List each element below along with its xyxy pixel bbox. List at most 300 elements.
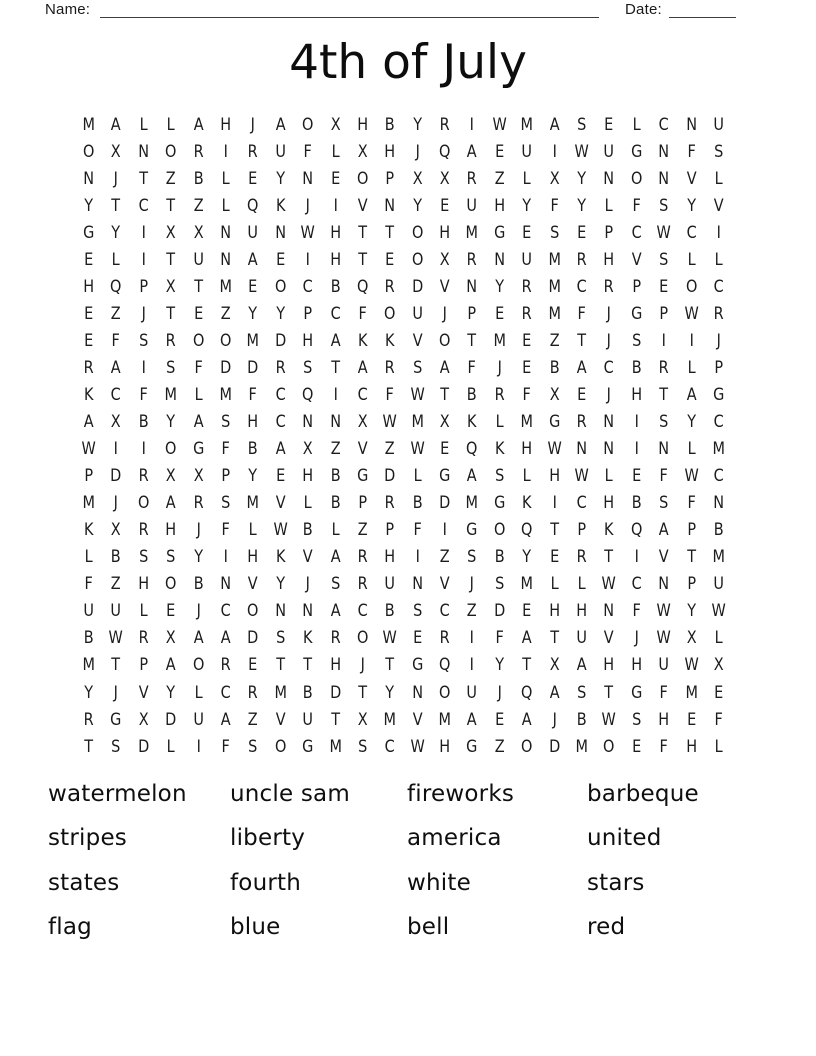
grid-letter: G — [83, 222, 95, 243]
grid-letter: H — [329, 249, 341, 270]
grid-letter: H — [165, 520, 177, 541]
grid-letter: T — [577, 330, 587, 351]
grid-letter: W — [601, 574, 617, 595]
grid-letter: S — [659, 195, 669, 216]
grid-letter: T — [385, 655, 395, 676]
grid-letter: J — [552, 709, 557, 730]
grid-letter: T — [358, 222, 368, 243]
grid-letter: D — [220, 357, 232, 378]
grid-letter: M — [520, 114, 534, 135]
grid-letter: S — [659, 249, 669, 270]
grid-letter: M — [465, 222, 479, 243]
grid-letter: E — [631, 466, 642, 487]
grid-letter: I — [223, 141, 228, 162]
grid-letter: B — [83, 628, 94, 649]
grid-letter: S — [275, 628, 286, 649]
grid-letter: H — [439, 736, 451, 757]
grid-letter: E — [84, 303, 94, 324]
grid-letter: H — [548, 466, 560, 487]
grid-letter: Y — [276, 574, 285, 595]
grid-letter: D — [274, 330, 286, 351]
grid-letter: L — [714, 628, 723, 649]
grid-letter: N — [603, 439, 615, 460]
grid-letter: Y — [84, 195, 94, 216]
grid-letter: L — [166, 114, 175, 135]
grid-letter: Q — [302, 384, 314, 405]
grid-letter: T — [111, 195, 121, 216]
grid-letter: A — [576, 357, 587, 378]
grid-letter: R — [357, 547, 368, 568]
grid-letter: E — [686, 709, 696, 730]
grid-letter: F — [714, 709, 723, 730]
grid-letter: Q — [110, 276, 122, 297]
grid-letter: T — [659, 384, 669, 405]
grid-letter: K — [83, 520, 94, 541]
grid-letter: J — [606, 384, 612, 405]
grid-letter: Q — [356, 276, 369, 297]
grid-letter: O — [274, 736, 287, 757]
grid-letter: I — [223, 547, 228, 568]
grid-letter: T — [549, 520, 559, 541]
grid-letter: Y — [385, 682, 395, 703]
grid-letter: V — [631, 249, 642, 270]
grid-letter: X — [357, 709, 368, 730]
grid-letter: J — [196, 520, 201, 541]
grid-letter: N — [603, 412, 615, 433]
grid-letter: J — [606, 303, 612, 324]
grid-letter: J — [113, 493, 119, 514]
grid-letter: D — [411, 276, 423, 297]
grid-letter: B — [302, 682, 313, 703]
grid-letter: T — [166, 195, 176, 216]
grid-letter: W — [410, 384, 425, 405]
grid-letter: O — [493, 520, 506, 541]
grid-letter: C — [330, 303, 341, 324]
grid-letter: J — [415, 141, 420, 162]
grid-letter: H — [384, 141, 396, 162]
grid-letter: P — [577, 520, 587, 541]
grid-letter: R — [138, 466, 149, 487]
grid-letter: M — [246, 330, 260, 351]
grid-letter: T — [467, 330, 477, 351]
grid-letter: Y — [248, 303, 258, 324]
grid-letter: V — [357, 195, 368, 216]
grid-letter: L — [687, 357, 696, 378]
word-list-item: america — [407, 825, 502, 852]
grid-letter: U — [658, 655, 670, 676]
grid-letter: Y — [111, 222, 121, 243]
grid-letter: N — [658, 574, 670, 595]
grid-letter: X — [549, 655, 560, 676]
grid-letter: J — [305, 574, 310, 595]
grid-letter: P — [714, 357, 724, 378]
word-list-item: flag — [48, 914, 92, 941]
grid-letter: I — [470, 114, 475, 135]
grid-letter: G — [439, 466, 451, 487]
grid-letter: F — [221, 439, 230, 460]
grid-letter: R — [439, 628, 450, 649]
grid-letter: Z — [467, 601, 478, 622]
grid-letter: Z — [111, 574, 122, 595]
grid-letter: H — [494, 195, 505, 216]
grid-letter: S — [138, 547, 149, 568]
grid-letter: R — [220, 655, 231, 676]
grid-letter: S — [631, 330, 642, 351]
grid-letter: M — [520, 574, 534, 595]
grid-letter: O — [603, 736, 615, 757]
grid-letter: N — [302, 168, 314, 189]
grid-letter: E — [577, 384, 587, 405]
grid-letter: G — [192, 439, 204, 460]
grid-letter: R — [576, 412, 587, 433]
grid-letter: L — [84, 547, 93, 568]
grid-letter: C — [384, 736, 396, 757]
grid-letter: I — [470, 655, 475, 676]
grid-letter: A — [165, 493, 176, 514]
grid-letter: I — [333, 384, 338, 405]
grid-letter: Z — [439, 547, 450, 568]
grid-letter: I — [305, 249, 310, 270]
date-blank-line — [669, 17, 736, 18]
grid-letter: A — [248, 249, 258, 270]
grid-letter: T — [330, 357, 340, 378]
grid-letter: A — [111, 114, 122, 135]
grid-letter: T — [358, 682, 368, 703]
grid-letter: N — [576, 439, 588, 460]
word-list-item: blue — [230, 914, 281, 941]
grid-letter: M — [685, 682, 698, 703]
grid-letter: A — [330, 330, 341, 351]
grid-letter: L — [249, 520, 258, 541]
grid-letter: Y — [577, 195, 587, 216]
word-list-item: uncle sam — [230, 781, 350, 807]
grid-letter: M — [82, 493, 95, 514]
grid-letter: F — [550, 195, 559, 216]
grid-letter: S — [659, 493, 669, 514]
grid-letter: E — [440, 195, 450, 216]
grid-letter: W — [547, 439, 562, 460]
grid-letter: V — [658, 547, 669, 568]
grid-letter: D — [384, 466, 396, 487]
grid-letter: I — [442, 520, 447, 541]
grid-letter: G — [356, 466, 369, 487]
grid-letter: V — [412, 330, 423, 351]
grid-letter: E — [193, 303, 203, 324]
grid-letter: D — [110, 466, 122, 487]
grid-letter: L — [139, 601, 148, 622]
grid-letter: L — [605, 195, 614, 216]
grid-letter: T — [139, 168, 148, 189]
grid-letter: N — [302, 412, 314, 433]
grid-letter: F — [495, 628, 504, 649]
grid-letter: V — [302, 547, 313, 568]
grid-letter: Y — [248, 466, 258, 487]
grid-letter: A — [521, 628, 532, 649]
grid-letter: C — [686, 222, 697, 243]
grid-letter: S — [412, 601, 422, 622]
grid-letter: G — [548, 412, 560, 433]
grid-letter: C — [713, 466, 724, 487]
grid-letter: M — [548, 303, 561, 324]
grid-letter: T — [276, 655, 285, 676]
grid-letter: H — [329, 655, 341, 676]
grid-letter: A — [220, 709, 231, 730]
grid-letter: G — [411, 655, 423, 676]
grid-letter: E — [440, 439, 450, 460]
grid-letter: Y — [276, 303, 285, 324]
grid-letter: F — [221, 520, 230, 541]
grid-letter: Y — [522, 547, 532, 568]
grid-letter: N — [275, 222, 286, 243]
grid-letter: S — [221, 412, 231, 433]
grid-letter: P — [139, 655, 148, 676]
grid-letter: V — [275, 493, 286, 514]
grid-letter: H — [576, 601, 588, 622]
grid-letter: R — [357, 574, 368, 595]
grid-letter: O — [302, 114, 314, 135]
grid-letter: I — [415, 547, 420, 568]
grid-letter: L — [194, 384, 203, 405]
grid-letter: L — [194, 682, 203, 703]
grid-letter: Z — [248, 709, 258, 730]
grid-letter: S — [549, 222, 559, 243]
grid-letter: H — [521, 439, 533, 460]
grid-letter: Q — [439, 655, 451, 676]
grid-letter: L — [112, 249, 121, 270]
grid-letter: R — [521, 276, 532, 297]
grid-letter: T — [166, 249, 176, 270]
grid-letter: G — [630, 303, 643, 324]
grid-letter: H — [302, 466, 314, 487]
grid-letter: Q — [247, 195, 259, 216]
grid-letter: Y — [193, 547, 203, 568]
grid-letter: V — [713, 195, 724, 216]
grid-letter: C — [138, 195, 149, 216]
grid-letter: A — [576, 655, 587, 676]
grid-letter: U — [384, 574, 396, 595]
grid-letter: O — [411, 222, 424, 243]
grid-letter: N — [658, 141, 670, 162]
grid-letter: I — [141, 439, 146, 460]
grid-letter: X — [165, 628, 176, 649]
grid-letter: Z — [357, 520, 368, 541]
grid-letter: B — [494, 547, 505, 568]
grid-letter: L — [221, 168, 230, 189]
grid-letter: U — [275, 141, 286, 162]
grid-letter: F — [687, 141, 696, 162]
grid-letter: H — [631, 384, 642, 405]
grid-letter: J — [497, 357, 502, 378]
grid-letter: S — [330, 574, 340, 595]
grid-letter: O — [192, 330, 204, 351]
grid-letter: R — [604, 276, 615, 297]
grid-letter: Z — [494, 736, 505, 757]
grid-letter: C — [631, 574, 642, 595]
grid-letter: Z — [549, 330, 560, 351]
grid-letter: J — [606, 330, 612, 351]
grid-letter: X — [138, 709, 149, 730]
word-search-grid — [75, 111, 732, 760]
grid-letter: I — [552, 493, 557, 514]
grid-letter: L — [413, 466, 422, 487]
grid-letter: H — [247, 412, 259, 433]
grid-letter: P — [385, 168, 395, 189]
grid-letter: M — [548, 276, 561, 297]
grid-letter: X — [193, 222, 204, 243]
grid-letter: U — [192, 249, 204, 270]
grid-letter: M — [411, 412, 424, 433]
grid-letter: C — [357, 601, 368, 622]
grid-letter: E — [494, 709, 505, 730]
grid-letter: Y — [166, 682, 176, 703]
grid-letter: X — [111, 141, 122, 162]
grid-letter: L — [577, 574, 586, 595]
grid-letter: O — [439, 330, 451, 351]
grid-letter: E — [412, 628, 422, 649]
grid-letter: F — [194, 357, 203, 378]
grid-letter: O — [274, 276, 287, 297]
grid-letter: M — [493, 330, 506, 351]
grid-letter: I — [634, 412, 639, 433]
grid-letter: X — [357, 412, 368, 433]
grid-letter: H — [685, 736, 697, 757]
grid-letter: A — [467, 466, 478, 487]
grid-letter: D — [165, 709, 177, 730]
grid-letter: V — [138, 682, 149, 703]
grid-letter: I — [196, 736, 201, 757]
grid-letter: S — [467, 547, 477, 568]
grid-letter: J — [442, 303, 447, 324]
grid-letter: W — [684, 655, 699, 676]
grid-letter: U — [247, 222, 259, 243]
grid-letter: H — [631, 655, 642, 676]
word-list-item: united — [587, 825, 662, 852]
word-list-item: bell — [407, 914, 450, 941]
grid-letter: T — [549, 628, 559, 649]
grid-letter: N — [220, 574, 232, 595]
grid-letter: B — [412, 493, 423, 514]
grid-letter: M — [82, 655, 95, 676]
grid-letter: L — [331, 520, 340, 541]
grid-letter: C — [576, 276, 587, 297]
grid-letter: E — [522, 601, 532, 622]
grid-letter: O — [165, 141, 177, 162]
grid-letter: K — [275, 547, 286, 568]
grid-letter: P — [84, 466, 94, 487]
grid-letter: U — [713, 114, 724, 135]
grid-letter: M — [164, 384, 178, 405]
grid-letter: J — [497, 682, 502, 703]
grid-letter: I — [141, 222, 146, 243]
grid-letter: R — [576, 249, 587, 270]
grid-letter: M — [465, 493, 479, 514]
grid-letter: F — [303, 141, 312, 162]
grid-letter: P — [659, 303, 669, 324]
grid-letter: X — [549, 168, 560, 189]
grid-letter: C — [604, 357, 615, 378]
grid-letter: Y — [522, 195, 532, 216]
grid-letter: L — [687, 439, 696, 460]
grid-letter: Q — [630, 520, 643, 541]
grid-letter: K — [494, 439, 505, 460]
grid-letter: X — [549, 384, 560, 405]
grid-letter: B — [193, 168, 204, 189]
grid-letter: O — [219, 330, 232, 351]
grid-letter: R — [165, 330, 176, 351]
grid-letter: B — [385, 114, 395, 135]
grid-letter: E — [248, 276, 258, 297]
grid-letter: W — [656, 601, 672, 622]
grid-letter: L — [714, 736, 723, 757]
grid-letter: Y — [412, 114, 422, 135]
grid-letter: B — [467, 384, 478, 405]
grid-letter: M — [219, 276, 232, 297]
grid-letter: W — [81, 439, 96, 460]
grid-letter: O — [356, 168, 369, 189]
grid-letter: U — [576, 628, 588, 649]
grid-letter: B — [138, 412, 149, 433]
grid-letter: U — [192, 709, 204, 730]
grid-letter: S — [494, 466, 505, 487]
grid-letter: L — [166, 736, 175, 757]
grid-letter: Z — [385, 439, 395, 460]
grid-letter: B — [330, 493, 341, 514]
grid-letter: N — [329, 412, 341, 433]
grid-letter: O — [247, 601, 259, 622]
word-list-item: watermelon — [48, 781, 187, 807]
grid-letter: N — [603, 601, 615, 622]
grid-letter: N — [384, 195, 396, 216]
grid-letter: X — [111, 520, 122, 541]
grid-letter: T — [358, 249, 368, 270]
grid-letter: Z — [220, 303, 231, 324]
grid-letter: F — [659, 736, 669, 757]
grid-letter: W — [574, 466, 589, 487]
grid-letter: O — [165, 439, 177, 460]
grid-letter: C — [576, 493, 587, 514]
grid-letter: E — [248, 168, 258, 189]
grid-letter: R — [494, 384, 505, 405]
grid-letter: V — [357, 439, 368, 460]
grid-letter: H — [83, 276, 95, 297]
grid-letter: S — [358, 736, 368, 757]
grid-letter: F — [248, 384, 258, 405]
grid-letter: R — [467, 249, 478, 270]
grid-letter: E — [714, 682, 724, 703]
grid-letter: N — [658, 168, 670, 189]
grid-letter: O — [630, 168, 643, 189]
grid-letter: X — [686, 628, 697, 649]
grid-letter: W — [711, 601, 726, 622]
grid-letter: Q — [521, 682, 533, 703]
grid-letter: E — [522, 357, 532, 378]
word-list-item: stripes — [48, 825, 127, 852]
grid-letter: N — [603, 168, 615, 189]
grid-letter: B — [576, 709, 587, 730]
grid-letter: F — [385, 384, 395, 405]
grid-letter: L — [522, 466, 531, 487]
grid-letter: R — [248, 682, 259, 703]
grid-letter: F — [139, 384, 148, 405]
grid-letter: X — [165, 222, 176, 243]
grid-letter: W — [382, 628, 398, 649]
grid-letter: D — [548, 736, 560, 757]
grid-letter: C — [658, 114, 669, 135]
grid-letter: A — [83, 412, 94, 433]
grid-letter: U — [603, 141, 615, 162]
grid-letter: S — [659, 412, 669, 433]
word-list — [48, 781, 747, 959]
